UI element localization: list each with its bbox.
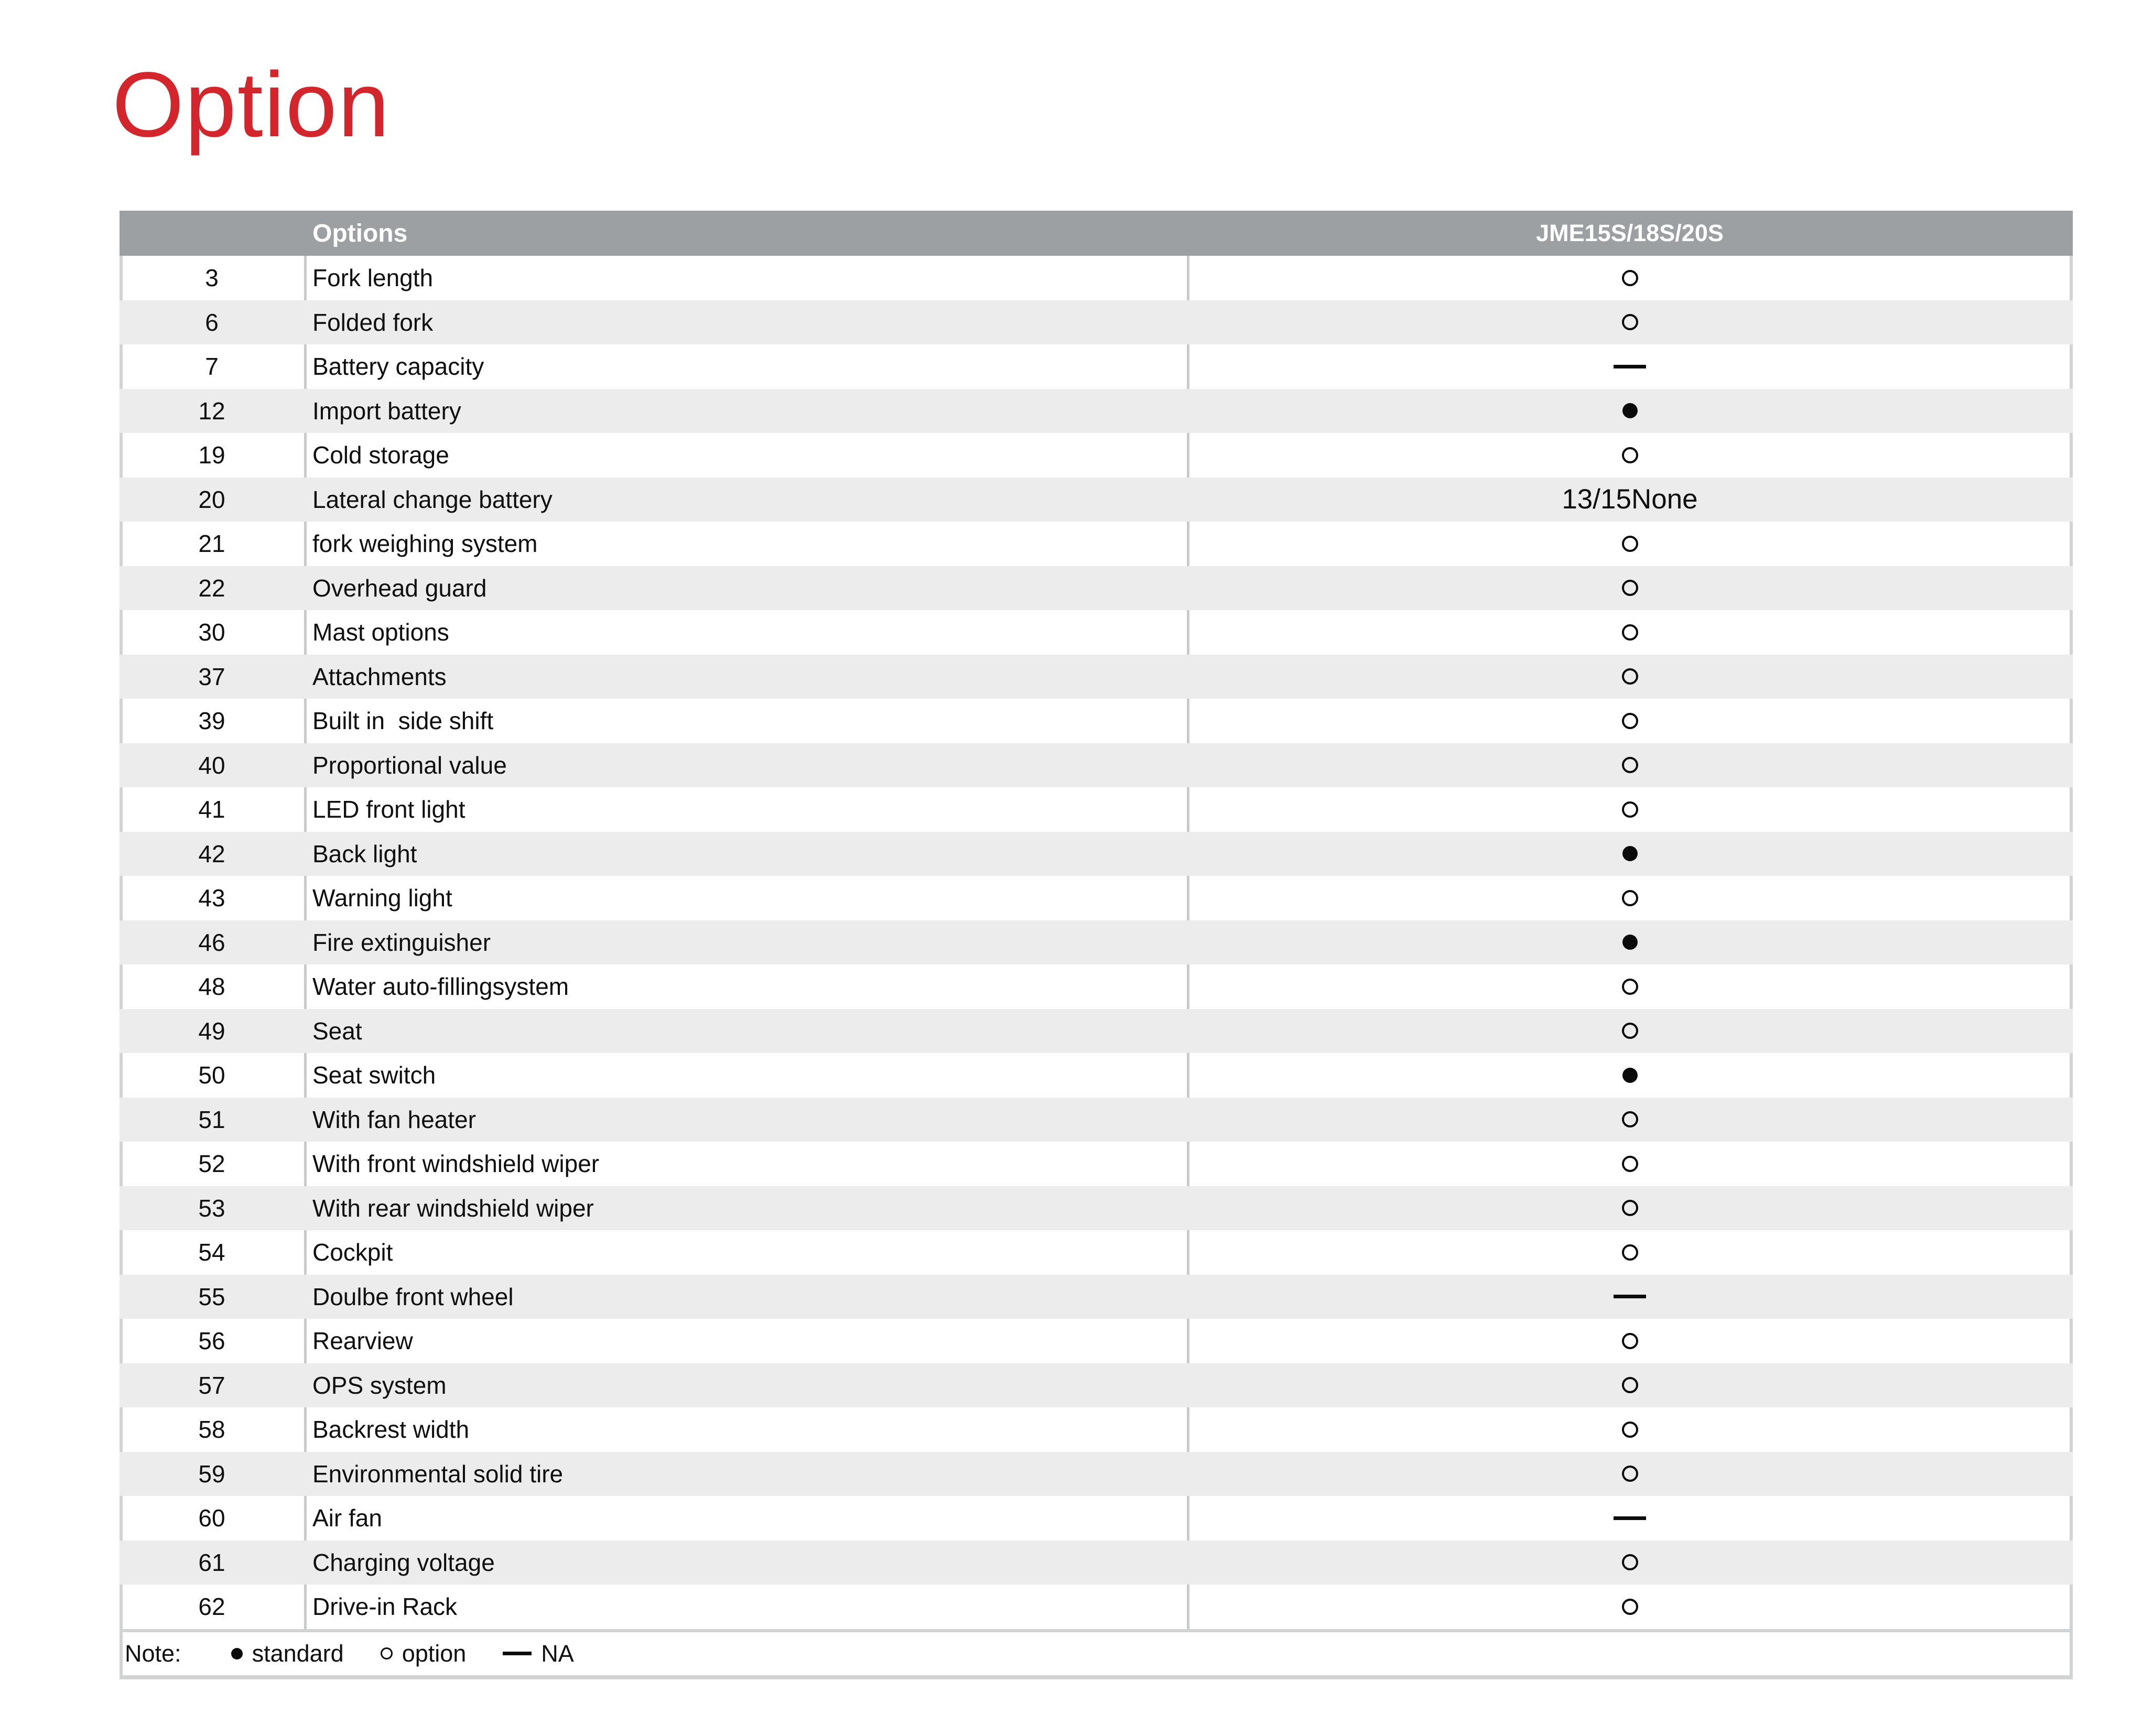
option-circle-icon xyxy=(1622,1244,1638,1261)
table-row xyxy=(120,655,2073,699)
option-name-cell xyxy=(304,1230,1187,1275)
table-row xyxy=(120,964,2073,1009)
table-row xyxy=(120,699,2073,743)
table-row xyxy=(120,1452,2073,1496)
option-value-cell xyxy=(1187,1452,2073,1496)
option-value-cell xyxy=(1187,1009,2073,1054)
table-row xyxy=(120,433,2073,478)
option-number: 46 xyxy=(198,928,225,956)
option-number: 37 xyxy=(198,663,225,690)
option-name-cell xyxy=(304,743,1187,788)
option-name-cell xyxy=(304,1142,1187,1186)
option-name: Seat xyxy=(312,1017,362,1045)
table-row xyxy=(120,1053,2073,1098)
option-name-cell xyxy=(304,787,1187,832)
option-value-cell xyxy=(1187,1363,2073,1408)
option-circle-icon xyxy=(1622,1599,1638,1615)
option-name-cell xyxy=(304,566,1187,611)
option-value-cell xyxy=(1187,920,2073,965)
option-value-cell xyxy=(1187,300,2073,345)
option-number: 55 xyxy=(198,1283,225,1310)
option-circle-icon xyxy=(1622,979,1638,995)
option-name: Rearview xyxy=(312,1327,413,1355)
option-number: 58 xyxy=(198,1416,225,1444)
option-circle-icon xyxy=(1622,1023,1638,1039)
option-number: 20 xyxy=(198,485,225,513)
option-circle-icon xyxy=(1622,801,1638,818)
option-name: Warning light xyxy=(312,884,452,912)
table-row xyxy=(120,610,2073,655)
table-row xyxy=(120,1230,2073,1275)
option-value-cell xyxy=(1187,1585,2073,1629)
option-circle-icon xyxy=(1622,624,1638,641)
option-value-cell xyxy=(1187,832,2073,876)
table-row xyxy=(120,256,2073,300)
option-number: 53 xyxy=(198,1194,225,1222)
option-name: Built in side shift xyxy=(312,707,494,735)
option-name: Fork length xyxy=(312,264,434,292)
option-name-cell xyxy=(304,876,1187,920)
option-value-cell xyxy=(1187,1053,2073,1098)
option-value-cell xyxy=(1187,389,2073,433)
table-row xyxy=(120,344,2073,389)
option-circle-icon xyxy=(381,1647,393,1659)
table-row xyxy=(120,1186,2073,1231)
table-row xyxy=(120,1098,2073,1142)
option-name: Water auto-fillingsystem xyxy=(312,973,569,1001)
table-row xyxy=(120,1009,2073,1054)
standard-dot-icon xyxy=(1622,935,1638,950)
option-value-cell xyxy=(1187,478,2073,522)
option-name: Import battery xyxy=(312,397,461,425)
table-row xyxy=(120,1142,2073,1186)
header-options-label: Options xyxy=(312,219,408,247)
option-name: Environmental solid tire xyxy=(312,1460,564,1488)
option-name: Battery capacity xyxy=(312,353,484,381)
option-name: Fire extinguisher xyxy=(312,928,491,956)
option-name-cell xyxy=(304,522,1187,566)
option-value-cell xyxy=(1187,566,2073,611)
option-name-cell xyxy=(304,344,1187,389)
option-name: Proportional value xyxy=(312,751,507,779)
option-number: 49 xyxy=(198,1017,225,1045)
option-name-cell xyxy=(304,478,1187,522)
option-value-cell xyxy=(1187,1496,2073,1540)
option-number: 57 xyxy=(198,1371,225,1399)
table-row xyxy=(120,832,2073,876)
option-name: Mast options xyxy=(312,619,449,646)
option-value-cell xyxy=(1187,522,2073,566)
option-name-cell xyxy=(304,655,1187,699)
option-name-cell xyxy=(304,1186,1187,1231)
option-number: 42 xyxy=(198,840,225,867)
option-number: 22 xyxy=(198,574,225,602)
option-value-cell xyxy=(1187,1186,2073,1231)
option-name-cell xyxy=(304,1407,1187,1452)
option-name: Charging voltage xyxy=(312,1548,495,1576)
legend-label: option xyxy=(402,1640,467,1667)
na-dash-icon xyxy=(503,1652,532,1655)
option-value-text: 13/15None xyxy=(1562,484,1698,515)
option-name: OPS system xyxy=(312,1371,447,1399)
option-name: Air fan xyxy=(312,1504,382,1532)
option-name-cell xyxy=(304,1452,1187,1496)
option-circle-icon xyxy=(1622,536,1638,552)
option-name: With rear windshield wiper xyxy=(312,1194,594,1222)
option-number: 54 xyxy=(198,1239,225,1266)
option-name-cell xyxy=(304,1319,1187,1363)
table-row xyxy=(120,522,2073,566)
option-name: Backrest width xyxy=(312,1416,470,1444)
option-number: 6 xyxy=(205,308,219,336)
option-value-cell xyxy=(1187,610,2073,655)
option-value-cell xyxy=(1187,1319,2073,1363)
option-name-cell xyxy=(304,1053,1187,1098)
option-number: 21 xyxy=(198,530,225,558)
option-value-cell xyxy=(1187,256,2073,300)
legend-label: NA xyxy=(541,1640,574,1667)
option-value-cell xyxy=(1187,1142,2073,1186)
option-name-cell xyxy=(304,1009,1187,1054)
option-name-cell xyxy=(304,1540,1187,1585)
option-value-cell xyxy=(1187,1407,2073,1452)
legend-item-standard xyxy=(231,1640,344,1667)
table-header-row xyxy=(120,211,2073,256)
option-name: Attachments xyxy=(312,663,447,690)
option-name-cell xyxy=(304,1098,1187,1142)
option-name: Folded fork xyxy=(312,308,434,336)
option-circle-icon xyxy=(1622,270,1638,286)
option-circle-icon xyxy=(1622,1156,1638,1172)
option-name-cell xyxy=(304,1363,1187,1408)
na-dash-icon xyxy=(1614,365,1646,368)
note-row xyxy=(120,1629,2073,1679)
option-number: 7 xyxy=(205,353,219,381)
option-circle-icon xyxy=(1622,1466,1638,1482)
option-circle-icon xyxy=(1622,890,1638,906)
option-name-cell xyxy=(304,832,1187,876)
table-row xyxy=(120,389,2073,433)
option-name: LED front light xyxy=(312,796,466,823)
option-name-cell xyxy=(304,300,1187,345)
option-circle-icon xyxy=(1622,1377,1638,1393)
option-name: Back light xyxy=(312,840,417,867)
option-value-cell xyxy=(1187,433,2073,478)
option-number: 41 xyxy=(198,796,225,823)
option-value-cell xyxy=(1187,699,2073,743)
standard-dot-icon xyxy=(231,1648,243,1659)
option-number: 40 xyxy=(198,751,225,779)
option-value-cell xyxy=(1187,1098,2073,1142)
table-row xyxy=(120,300,2073,345)
option-circle-icon xyxy=(1622,713,1638,729)
option-value-cell xyxy=(1187,1540,2073,1585)
option-number: 30 xyxy=(198,619,225,646)
option-name: Seat switch xyxy=(312,1061,436,1089)
note-label: Note: xyxy=(125,1640,181,1667)
option-name: Overhead guard xyxy=(312,574,487,602)
option-value-cell xyxy=(1187,1275,2073,1319)
table-row xyxy=(120,920,2073,965)
header-number-column xyxy=(120,211,304,256)
option-name: With front windshield wiper xyxy=(312,1150,600,1178)
option-number: 3 xyxy=(205,264,219,292)
option-name-cell xyxy=(304,920,1187,965)
option-circle-icon xyxy=(1622,668,1638,685)
option-value-cell xyxy=(1187,655,2073,699)
option-value-cell xyxy=(1187,787,2073,832)
option-circle-icon xyxy=(1622,757,1638,773)
option-value-cell xyxy=(1187,876,2073,920)
note-legend xyxy=(181,1640,574,1667)
option-number: 52 xyxy=(198,1150,225,1178)
option-value-cell xyxy=(1187,344,2073,389)
option-number: 56 xyxy=(198,1327,225,1355)
standard-dot-icon xyxy=(1622,403,1638,418)
option-name: With fan heater xyxy=(312,1105,476,1133)
table-row xyxy=(120,876,2073,920)
option-number: 48 xyxy=(198,973,225,1001)
table-row xyxy=(120,1275,2073,1319)
option-name-cell xyxy=(304,1585,1187,1629)
legend-label: standard xyxy=(252,1640,344,1667)
standard-dot-icon xyxy=(1622,1068,1638,1083)
table-row xyxy=(120,1540,2073,1585)
table-row xyxy=(120,1319,2073,1363)
option-number: 61 xyxy=(198,1548,225,1576)
table-body xyxy=(120,256,2073,1629)
option-circle-icon xyxy=(1622,314,1638,330)
table-row xyxy=(120,1496,2073,1540)
option-name-cell xyxy=(304,964,1187,1009)
option-name-cell xyxy=(304,256,1187,300)
table-row xyxy=(120,787,2073,832)
option-name-cell xyxy=(304,610,1187,655)
option-number: 39 xyxy=(198,707,225,735)
option-circle-icon xyxy=(1622,1111,1638,1127)
option-circle-icon xyxy=(1622,1200,1638,1216)
option-number: 62 xyxy=(198,1593,225,1621)
na-dash-icon xyxy=(1614,1295,1646,1298)
table-row xyxy=(120,1363,2073,1408)
legend-item-option xyxy=(381,1640,467,1667)
option-value-cell xyxy=(1187,1230,2073,1275)
option-number: 43 xyxy=(198,884,225,912)
table-row xyxy=(120,478,2073,522)
option-name-cell xyxy=(304,389,1187,433)
na-dash-icon xyxy=(1614,1516,1646,1520)
option-name: Doulbe front wheel xyxy=(312,1283,514,1310)
options-table xyxy=(120,211,2073,1679)
table-row xyxy=(120,1585,2073,1629)
option-number: 12 xyxy=(198,397,225,425)
option-name: Lateral change battery xyxy=(312,485,553,513)
option-number: 59 xyxy=(198,1460,225,1488)
option-circle-icon xyxy=(1622,447,1638,463)
option-number: 51 xyxy=(198,1105,225,1133)
page-title: Option xyxy=(112,53,391,156)
option-name-cell xyxy=(304,433,1187,478)
option-number: 60 xyxy=(198,1504,225,1532)
option-name: Cold storage xyxy=(312,441,449,469)
option-number: 19 xyxy=(198,441,225,469)
option-value-cell xyxy=(1187,743,2073,788)
option-number: 50 xyxy=(198,1061,225,1089)
option-name: Cockpit xyxy=(312,1239,393,1266)
legend-item-na xyxy=(503,1640,574,1667)
table-row xyxy=(120,566,2073,611)
option-name-cell xyxy=(304,1275,1187,1319)
option-name-cell xyxy=(304,699,1187,743)
table-row xyxy=(120,743,2073,788)
option-circle-icon xyxy=(1622,1554,1638,1570)
option-name: Drive-in Rack xyxy=(312,1593,458,1621)
option-circle-icon xyxy=(1622,1333,1638,1349)
option-circle-icon xyxy=(1622,580,1638,596)
table-row xyxy=(120,1407,2073,1452)
standard-dot-icon xyxy=(1622,846,1638,861)
option-name: fork weighing system xyxy=(312,530,538,558)
option-circle-icon xyxy=(1622,1422,1638,1438)
option-name-cell xyxy=(304,1496,1187,1540)
option-value-cell xyxy=(1187,964,2073,1009)
header-model-label: JME15S/18S/20S xyxy=(1536,220,1724,246)
